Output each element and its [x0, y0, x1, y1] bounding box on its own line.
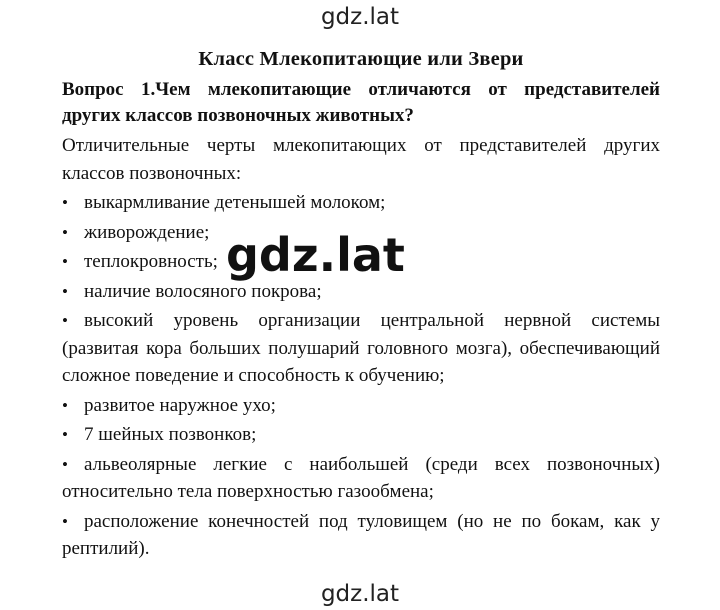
- answer-intro: Отличительные черты млекопитающих от представителей других классов позвоночных:: [62, 135, 660, 184]
- watermark-bottom: gdz.lat: [320, 581, 400, 607]
- list-item-text: расположение конечностей под туловищем (но не по бокам, как у рептилий).: [62, 510, 660, 559]
- list-item-text: высокий уровень организации центральной нервной системы (развитая кора больших полушарий головного мозга), обеспечивающий сложное поведение и способность к обучению;: [62, 310, 660, 386]
- list-item: [62, 392, 660, 420]
- bullet-icon: •: [62, 425, 68, 444]
- list-item: [62, 189, 660, 217]
- list-item-text: наличие волосяного покрова;: [84, 280, 322, 302]
- list-item-text: альвеолярные легкие с наибольшей (среди всех позвоночных) относительно тела поверхностью газообмена;: [62, 453, 660, 502]
- list-item: [62, 451, 660, 506]
- watermark-center: gdz.lat: [226, 228, 405, 282]
- question-heading: Вопрос 1.Чем млекопитающие отличаются от представителей других классов позвоночных животных?: [62, 79, 660, 126]
- bullet-icon: •: [62, 511, 68, 531]
- list-item: [62, 307, 660, 390]
- bullet-icon: •: [62, 252, 68, 271]
- list-item-text: 7 шейных позвонков;: [84, 424, 257, 445]
- bullet-icon: •: [62, 395, 68, 415]
- watermark-top: gdz.lat: [320, 4, 400, 30]
- section-title: Класс Млекопитающие или Звери: [198, 48, 524, 70]
- document-page: [62, 45, 660, 565]
- list-item: [62, 421, 660, 449]
- bullet-icon: •: [62, 311, 68, 330]
- list-item-text: теплокровность;: [84, 251, 218, 272]
- bullet-icon: •: [62, 193, 68, 212]
- list-item: [62, 508, 660, 563]
- list-item-text: живорождение;: [84, 221, 210, 243]
- bullet-icon: •: [62, 454, 68, 474]
- list-item-text: выкармливание детенышей молоком;: [84, 192, 386, 213]
- bullet-icon: •: [62, 222, 68, 242]
- list-item-text: развитое наружное ухо;: [84, 394, 276, 416]
- bullet-icon: •: [62, 281, 68, 301]
